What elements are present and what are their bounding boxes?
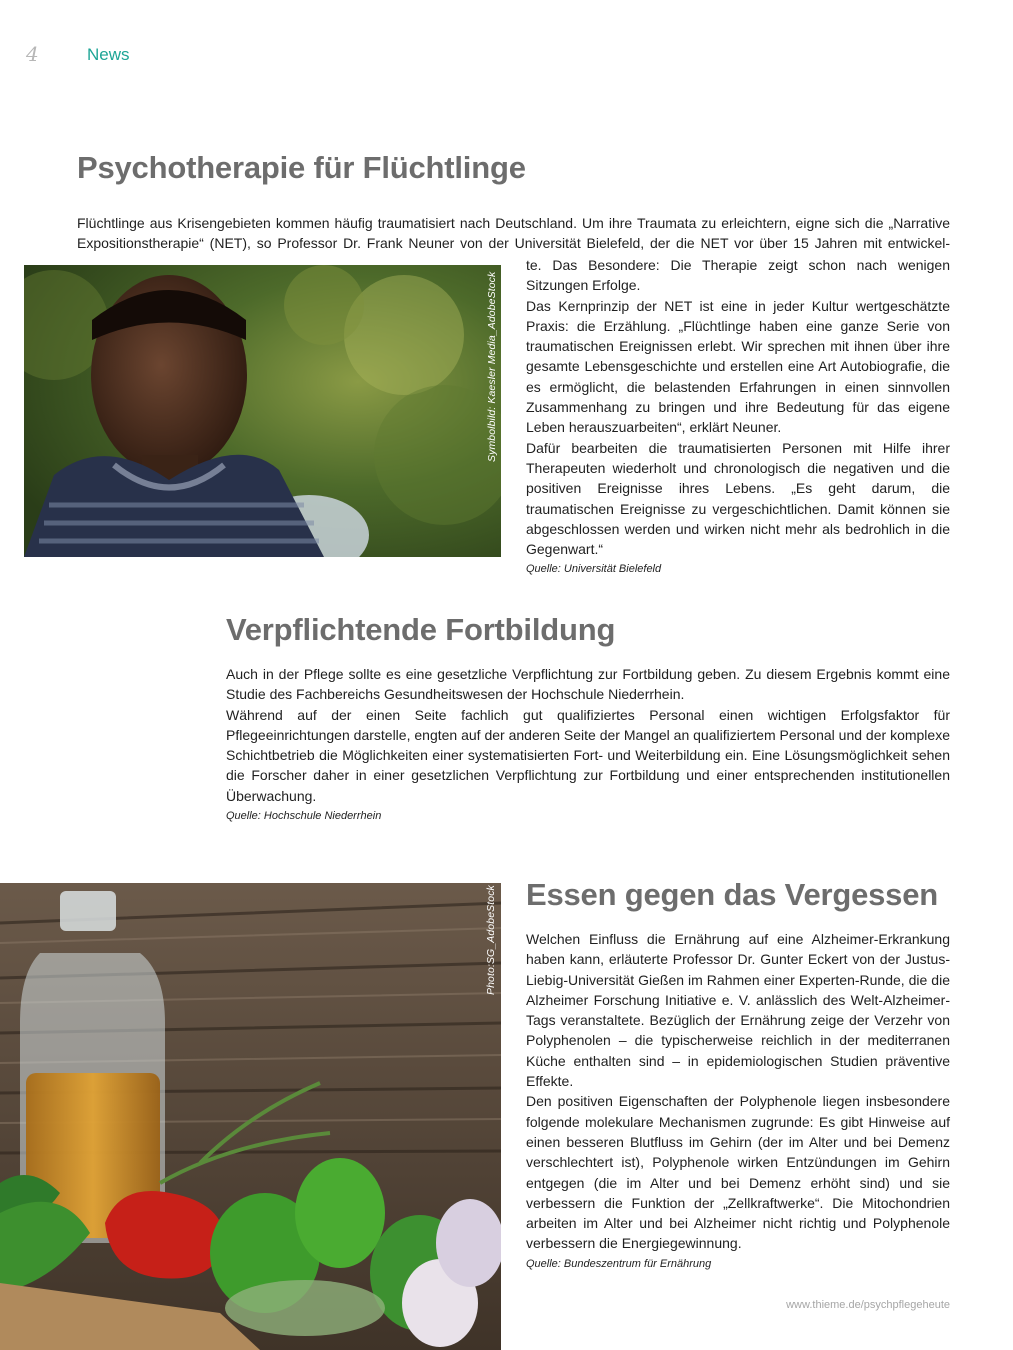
- article3-paragraph: Welchen Einfluss die Ernährung auf eine Alzheimer-Erkrankung haben kann, erläuterte Professor Dr. Gunter Eckert von der Justus-Liebig-Universität Gießen im Rahmen einer Experten-Runde, die die Alzheimer Forschung Initiative e. V. anlässlich des Welt-Alzheimer-Tags veranstaltete. Bezüglich der Ernährung zeige der Verzehr von Polyphenolen – die typischerweise reichlich in der mediterranen Küche enthalten sind – in epidemiologischen Studien präventive Effekte.: [526, 931, 950, 1090]
- article2-paragraph: Während auf der einen Seite fachlich gut qualifiziertes Personal einen wichtigen Erfolgsfaktor für Pflegeeinrichtungen darstelle, engten auf der anderen Seite der Mangel an qualifiziertem Personal und der komplexe Schichtbetrieb die Möglichkeiten einer systematisierten Fort- und Weiterbildung ein. Eine Lösungsmöglichkeit sehen die Forscher daher in einer gesetzlichen Verpflichtung zur Fortbildung und einer entsprechenden institutionellen Überwachung.: [226, 706, 950, 804]
- article3-paragraph: Den positiven Eigenschaften der Polyphenole liegen insbesondere folgende molekulare Mechanismen zugrunde: Es gibt Hinweise auf einen besseren Blutfluss im Gehirn (der im Alter und bei Demenz verschlechtert ist), Polyphenole wirken Entzündungen im Gehirn entgegen (die im Alter und bei Demenz erhöht sind) und sie verbessern die Funktion der „Zellkraftwerke“. Die Mitochondrien arbeiten im Alter und bei Alzheimer nicht richtig und Polyphenole verbessern die Energiegewinnung.: [526, 1093, 950, 1252]
- article2-title: Verpflichtende Fortbildung: [226, 612, 616, 647]
- food-photo: [0, 883, 501, 1350]
- article1-body: [526, 255, 950, 579]
- article1-title: Psychotherapie für Flüchtlinge: [77, 150, 526, 185]
- portrait-photo: [24, 265, 501, 557]
- article1-source: Quelle: Universität Bielefeld: [526, 563, 662, 576]
- article1-paragraph: Das Kernprinzip der NET ist eine in jeder Kultur wertgeschätzte Praxis: die Erzählung. „Flüchtlinge haben eine ganze Serie von traumatischen Ereignissen erlebt. Wir sprechen mit ihnen über ihre gesamte Lebensgeschichte und erstellen eine Art Autobiografie, die es ermöglicht, die belastenden Erfahrungen in einen sinnvollen Zusammenhang zu bringen und ihre Bedeutung für das eigene Leben herauszuarbeiten“, erklärt Neuner.: [526, 297, 950, 436]
- article3-title: Essen gegen das Vergessen: [526, 877, 938, 912]
- article3-source: Quelle: Bundeszentrum für Ernährung: [526, 1257, 712, 1270]
- section-label: News: [87, 45, 130, 64]
- article3-body: [526, 929, 950, 1274]
- article1-lead: Flüchtlinge aus Krisengebieten kommen häufig traumatisiert nach Deutschland. Um ihre Traumata zu erleichtern, eigne sich die „Narrative Expositionstherapie“ (NET), so Professor Dr. Frank Neuner von der Universität Bielefeld, der die NET vor über 15 Jahren mit entwickel-: [77, 215, 950, 252]
- photo-credit-2: Photo:SG_AdobeStock: [485, 885, 497, 995]
- page-number: 4: [26, 42, 39, 66]
- article1-paragraph: te. Das Besondere: Die Therapie zeigt schon nach wenigen Sitzungen Erfolge.: [526, 257, 950, 294]
- footer-url: www.thieme.de/psychpflegeheute: [786, 1299, 950, 1311]
- article2-body: [226, 664, 950, 826]
- article2-paragraph: Auch in der Pflege sollte es eine gesetzliche Verpflichtung zur Fortbildung geben. Zu diesem Ergebnis kommt eine Studie des Fachbereichs Gesundheitswesen der Hochschule Niederrhein.: [226, 666, 950, 703]
- article1-paragraph: Dafür bearbeiten die traumatisierten Personen mit Hilfe ihrer Therapeuten wiederholt und chronologisch die negativen und die positiven Ereignisse ihres Lebens. „Es geht darum, die traumatischen Ereignisse zu vergeschichtlichen. Damit können sie abgeschlossen werden und wirken nicht mehr als bedrohlich in die Gegenwart.“: [526, 439, 950, 558]
- photo-credit-1: Symbolbild: Kaesler Media_AdobeStock: [486, 271, 498, 462]
- article2-source: Quelle: Hochschule Niederrhein: [226, 810, 382, 823]
